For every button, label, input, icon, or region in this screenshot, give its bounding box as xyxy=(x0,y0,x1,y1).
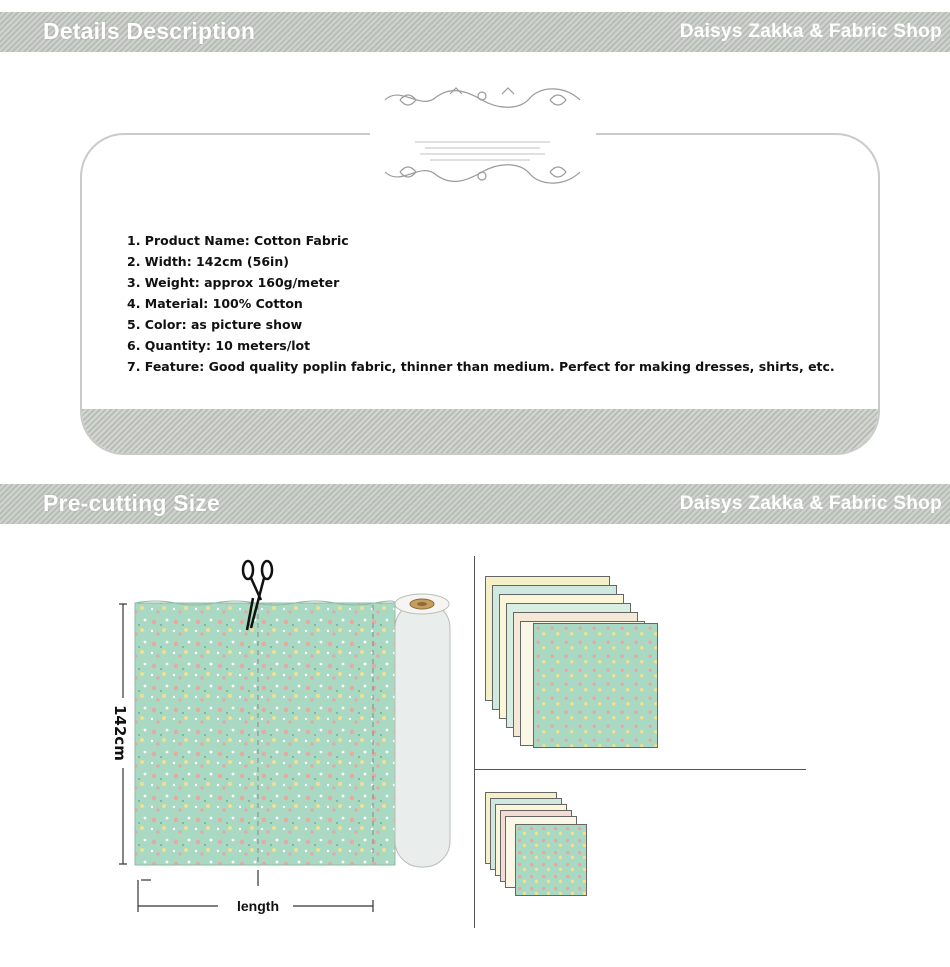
swatch xyxy=(515,824,587,896)
details-title: Details Description xyxy=(43,18,256,44)
spec-item: 2. Width: 142cm (56in) xyxy=(127,254,289,269)
frame-hatch xyxy=(82,409,878,453)
swatch-stack-large xyxy=(485,576,660,751)
length-label: length xyxy=(237,898,279,914)
fabric-roll-icon xyxy=(395,594,450,867)
fabric-panel xyxy=(135,603,395,865)
spec-item: 4. Material: 100% Cotton xyxy=(127,296,303,311)
shop-name: Daisys Zakka & Fabric Shop xyxy=(679,493,942,514)
ornament-flourish-icon xyxy=(380,80,585,192)
divider-vertical xyxy=(474,556,475,928)
spec-item: 7. Feature: Good quality poplin fabric, thinner than medium. Perfect for making dresses, shirts, etc. xyxy=(127,359,835,374)
spec-list xyxy=(127,230,835,377)
spec-item: 3. Weight: approx 160g/meter xyxy=(127,275,340,290)
cutting-diagram xyxy=(105,550,465,925)
spec-item: 6. Quantity: 10 meters/lot xyxy=(127,338,311,353)
spec-item: 1. Product Name: Cotton Fabric xyxy=(127,233,349,248)
precut-banner xyxy=(0,484,950,524)
swatch-stack-small xyxy=(485,792,595,902)
spec-item: 5. Color: as picture show xyxy=(127,317,303,332)
details-banner xyxy=(0,12,950,52)
divider-horizontal xyxy=(474,769,806,770)
shop-name: Daisys Zakka & Fabric Shop xyxy=(679,21,942,42)
height-label: 142cm xyxy=(111,705,129,761)
precut-title: Pre-cutting Size xyxy=(43,490,221,516)
swatch xyxy=(533,623,658,748)
